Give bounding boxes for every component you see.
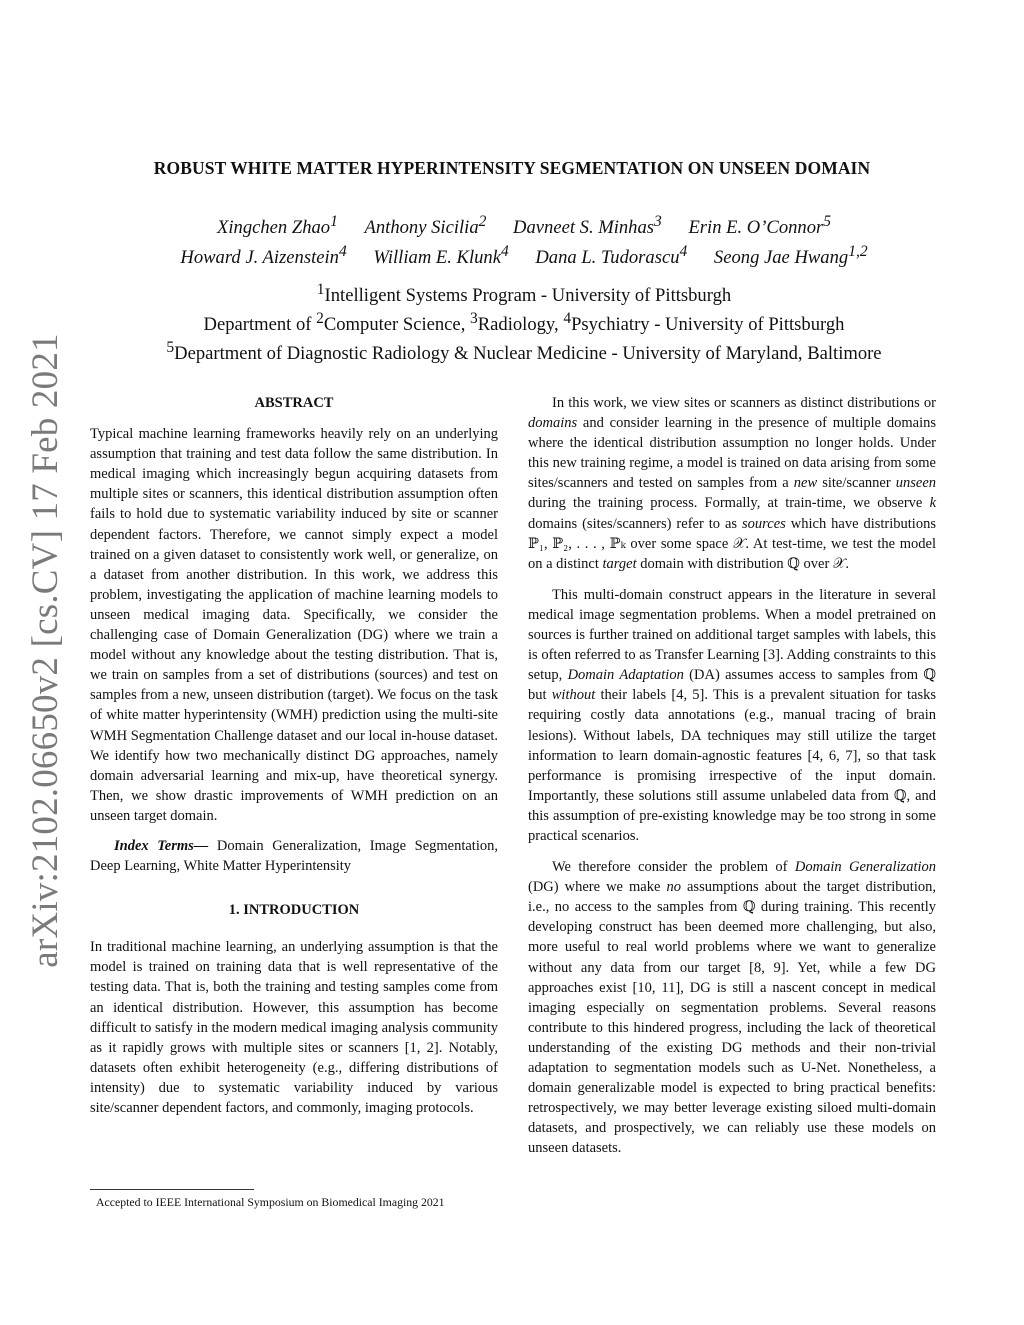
author: William E. Klunk$^4$ bbox=[373, 243, 509, 269]
citation-link[interactable]: 7 bbox=[845, 747, 853, 764]
author-list bbox=[100, 210, 948, 270]
citation-link[interactable]: 6 bbox=[828, 747, 837, 764]
author-row-2 bbox=[100, 240, 948, 270]
right-column bbox=[528, 393, 936, 1158]
intro-paragraph-2: In this work, we view sites or scanners as distinct distributions or domains and consider learning in the presence of multiple domains where the identical distribution assumption no longer holds. Under this new training regime, a model is trained on data arising from some sites/scanners and tested on samples from a new site/scanner unseen during the training process. Formally, at train-time, we observe k domains (sites/scanners) refer to as sources which have distributions ℙ₁, ℙ₂, . . . , ℙₖ over some space 𝒳. At test-time, we test the model on a distinct target domain with distribution ℚ over 𝒳. bbox=[528, 395, 937, 572]
citation-link[interactable]: 8 bbox=[754, 959, 762, 976]
footnote: Accepted to IEEE International Symposium on Biomedical Imaging 2021 bbox=[96, 1195, 445, 1209]
left-column bbox=[90, 393, 498, 1118]
author: Erin E. O’Connor$^5$ bbox=[688, 213, 831, 239]
intro-paragraph-3: This multi-domain construct appears in the literature in several medical image segmentation problems. When a model pretrained on sources is further trained on additional target samples with labels, this is often referred to as Transfer Learning [3]. Adding constraints to this setup, Domain Adaptation (DA) assumes access to samples from ℚ but without their labels [4, 5]. This is a prevalent situation for tasks requiring costly data annotations (e.g., manual tracing of brain lesions). Without labels, DA techniques may still utilize the target information to learn domain-agnostic features [4, 6, 7], so that task performance is promising irrespective of the input domain. Importantly, these solutions still assume unlabeled data from ℚ, and this assumption of pre-existing knowledge may be too strong in some practical scenarios. bbox=[528, 586, 937, 844]
abstract-heading: ABSTRACT bbox=[254, 395, 334, 411]
abstract-body: Typical machine learning frameworks heavily rely on an underlying assumption that training and test data follow the same distribution. In medical imaging which increasingly begun acquiring datasets from multiple sites or scanners, this identical distribution assumption often fails to hold due to systematic variability induced by site or scanner dependent factors. Therefore, we cannot simply expect a model trained on a given dataset to consistently work well, or generalize, on a dataset from another distribution. In this work, we address this problem, investigating the application of machine learning models to unseen medical imaging data. Specifically, we consider the challenging case of Domain Generalization (DG) where we train a model without any knowledge about the testing distribution. That is, we train on samples from a set of distributions (sources) and test on samples from a new, unseen distribution (target). We focus on the task of white matter hyperintensity (WMH) prediction using the multi-site WMH Segmentation Challenge dataset and our local in-house dataset. We identify how two mechanically distinct DG approaches, namely domain adversarial learning and mix-up, have theoretical synergy. Then, we show drastic improvements of WMH prediction on an unseen target domain. bbox=[90, 426, 498, 824]
arxiv-stamp bbox=[22, 332, 68, 968]
author: Dana L. Tudorascu$^4$ bbox=[535, 243, 688, 269]
citation-link[interactable]: 2 bbox=[426, 1039, 434, 1056]
introduction-heading: 1. INTRODUCTION bbox=[228, 902, 360, 919]
author: Seong Jae Hwang$^{1,2}$ bbox=[713, 243, 868, 269]
affiliation-3: $^5$Department of Diagnostic Radiology & Nuclear Medicine - University of Maryland, Baltimore bbox=[166, 339, 882, 365]
author: Howard J. Aizenstein$^4$ bbox=[180, 243, 347, 269]
index-terms: Index Terms— Domain Generalization, Image Segmentation, Deep Learning, White Matter Hyperintensity bbox=[90, 837, 498, 875]
author: Davneet S. Minhas$^3$ bbox=[513, 213, 662, 239]
footnote-divider bbox=[90, 1189, 254, 1190]
citation-link[interactable]: 11 bbox=[661, 979, 676, 996]
arxiv-id: arXiv:2102.06650v2 [cs.CV] 17 Feb 2021 bbox=[24, 332, 66, 968]
citation-link[interactable]: 10 bbox=[637, 979, 652, 996]
intro-paragraph-4: We therefore consider the problem of Domain Generalization (DG) where we make no assumptions about the target distribution, i.e., no access to the samples from ℚ during training. This recently developing construct has been deemed more challenging, but also, more useful to real world problems where we want to generalize without any data from our target [8, 9]. Yet, while a few DG approaches exist [10, 11], DG is still a nascent concept in medical imaging especially on segmentation problems. Several reasons contribute to this hindered progress, including the lack of theoretical understanding of the existing DG methods and their non-trivial adaptation to segmentation models such as U-Net. Nonetheless, a domain generalizable model is expected to bring practical benefits: retrospectively, we may better leverage existing siloed multi-domain datasets, and prospectively, we can reliably use these models on unseen datasets. bbox=[528, 859, 937, 1157]
citation-link[interactable]: 9 bbox=[773, 959, 781, 976]
affiliations bbox=[80, 278, 968, 366]
citation-link[interactable]: 4 bbox=[812, 747, 820, 764]
citation-link[interactable]: 5 bbox=[692, 687, 700, 704]
affiliation-1: $^1$Intelligent Systems Program - University of Pittsburgh bbox=[316, 281, 732, 307]
paper-title: ROBUST WHITE MATTER HYPERINTENSITY SEGMENTATION ON UNSEEN DOMAIN bbox=[153, 158, 871, 178]
author: Anthony Sicilia$^2$ bbox=[364, 213, 487, 239]
intro-paragraph-1: In traditional machine learning, an underlying assumption is that the model is trained on training data that is well representative of the testing data. That is, both the training and testing samples come from an identical distribution. However, this assumption has become difficult to satisfy in the modern medical imaging analysis community as it rapidly grows with multiple sites or scanners [1, 2]. Notably, datasets often exhibit heterogeneity (e.g., differing distributions of intensity) due to systematic variability induced by various site/scanner dependent factors, and commonly, imaging protocols. bbox=[90, 939, 498, 1116]
affiliation-2: Department of $^2$Computer Science, $^3$Radiology, $^4$Psychiatry - University of Pittsburgh bbox=[203, 310, 845, 336]
citation-link[interactable]: 3 bbox=[767, 647, 776, 664]
author-row-1 bbox=[100, 210, 948, 240]
citation-link[interactable]: 4 bbox=[676, 687, 684, 704]
citation-link[interactable]: 1 bbox=[409, 1039, 417, 1056]
author: Xingchen Zhao$^1$ bbox=[217, 213, 338, 239]
index-terms-label: Index Terms— bbox=[114, 837, 209, 854]
